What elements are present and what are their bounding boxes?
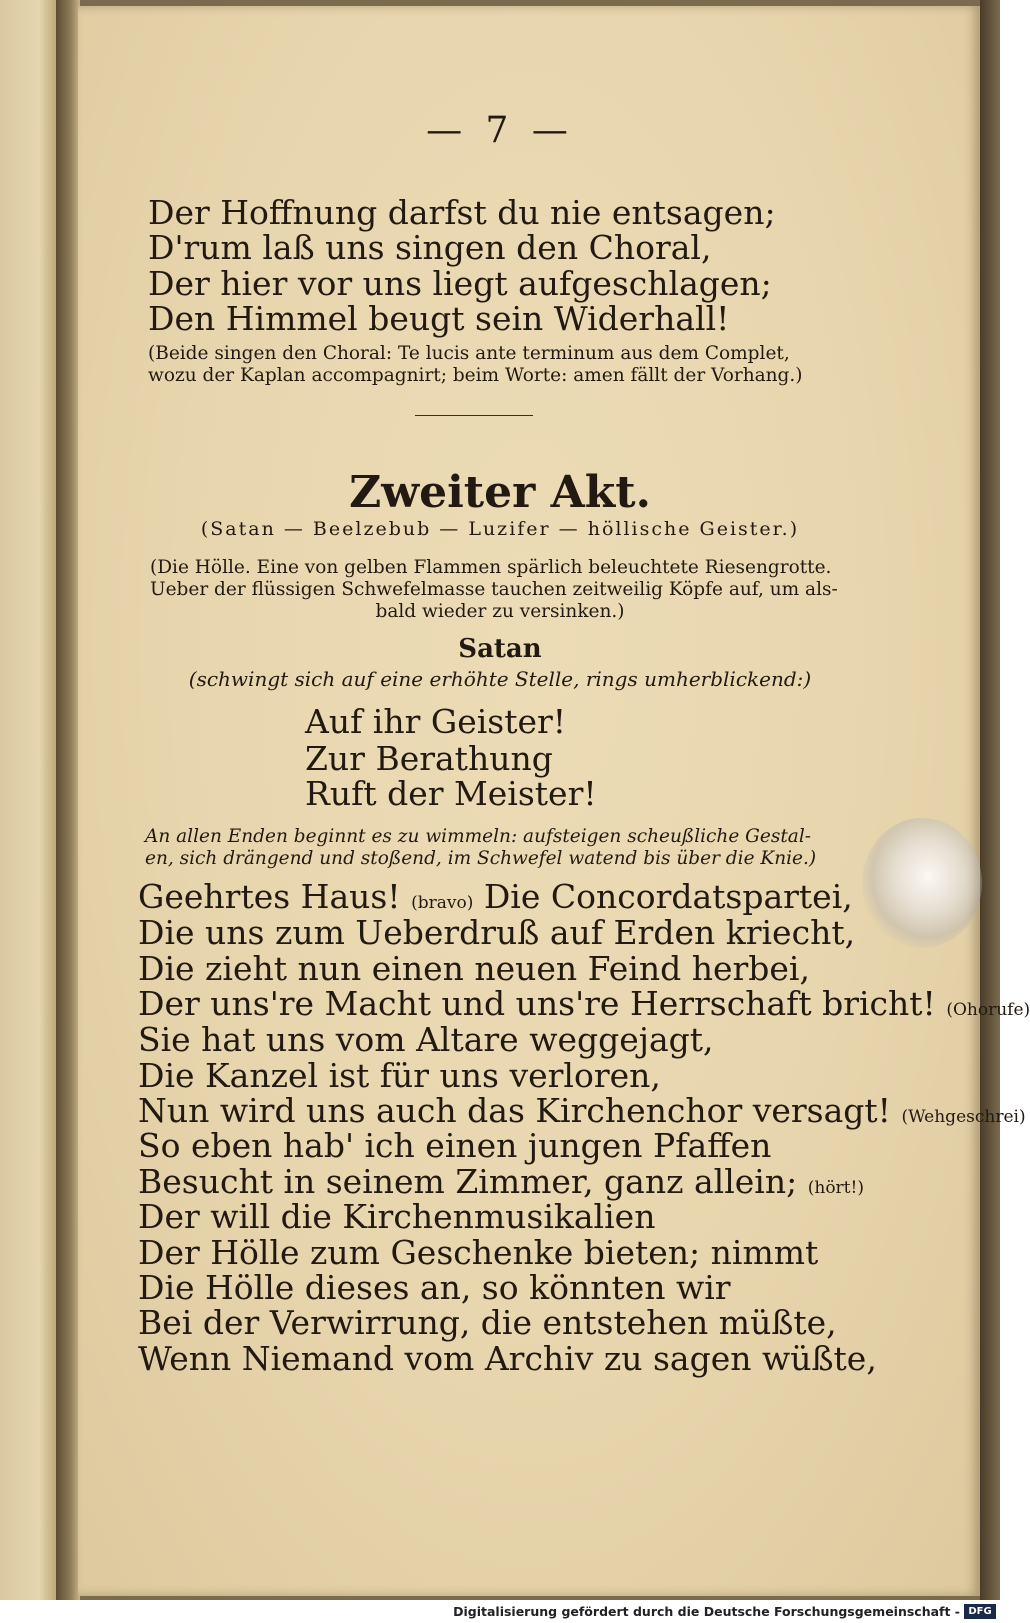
speech-line: Bei der Verwirrung, die entstehen müßte, — [138, 1303, 837, 1342]
dfg-logo: DFG — [964, 1604, 996, 1619]
speech-text: Die Concordatspartei, — [483, 877, 853, 916]
speech-line: So eben hab' ich einen jungen Pfaffen — [138, 1126, 772, 1165]
speech-line — [138, 984, 1030, 1023]
speech-line — [138, 877, 853, 916]
glass-weight-reflection — [862, 818, 982, 948]
speech-aside: (Ohorufe) — [946, 1000, 1030, 1020]
speech-line: Die uns zum Ueberdruß auf Erden kriecht, — [138, 913, 856, 952]
section-divider — [415, 415, 533, 416]
stage-direction: wozu der Kaplan accompagnirt; beim Worte: amen fällt der Vorhang.) — [148, 365, 803, 386]
setting-line: Ueber der flüssigen Schwefelmasse tauchen zeitweilig Köpfe auf, um als- — [150, 579, 838, 600]
speech-line: Die zieht nun einen neuen Feind herbei, — [138, 949, 810, 988]
verse-line: Der hier vor uns liegt aufgeschlagen; — [148, 264, 772, 303]
speech-line: Die Hölle dieses an, so könnten wir — [138, 1268, 731, 1307]
speaker-name: Satan — [458, 634, 542, 664]
digitization-footer — [0, 1600, 1000, 1623]
stage-direction: (Beide singen den Choral: Te lucis ante terminum aus dem Complet, — [148, 343, 790, 364]
stage-direction: An allen Enden beginnt es zu wimmeln: aufsteigen scheußliche Gestal- — [145, 826, 812, 847]
speech-text: Nun wird uns auch das Kirchenchor versagt! — [138, 1091, 891, 1130]
character-list: (Satan — Beelzebub — Luzifer — höllische Geister.) — [200, 518, 800, 540]
speech-text: Geehrtes Haus! — [138, 877, 401, 916]
verse-line: Den Himmel beugt sein Widerhall! — [148, 299, 730, 338]
speech-line — [138, 1162, 864, 1201]
speech-line — [138, 1091, 1026, 1130]
act-title: Zweiter Akt. — [349, 467, 651, 518]
speech-aside: (hört!) — [807, 1178, 864, 1198]
verse-line: D'rum laß uns singen den Choral, — [148, 228, 712, 267]
book-gutter — [56, 0, 80, 1600]
right-edge — [980, 0, 1000, 1600]
speech-line: Der will die Kirchenmusikalien — [138, 1197, 656, 1236]
verse-line: Der Hoffnung darfst du nie entsagen; — [148, 193, 776, 232]
setting-line: (Die Hölle. Eine von gelben Flammen spärlich beleuchtete Riesengrotte. — [150, 557, 832, 578]
call-line: Zur Berathung — [305, 739, 553, 778]
speech-line: Sie hat uns vom Altare weggejagt, — [138, 1020, 714, 1059]
speech-line: Die Kanzel ist für uns verloren, — [138, 1056, 661, 1095]
speech-aside: (bravo) — [411, 893, 474, 913]
footer-credit: Digitalisierung gefördert durch die Deutsche Forschungsgemeinschaft - — [453, 1604, 960, 1619]
call-line: Auf ihr Geister! — [305, 702, 567, 741]
page-number: — 7 — — [426, 110, 574, 151]
left-page-edge — [0, 0, 56, 1600]
call-line: Ruft der Meister! — [305, 774, 597, 813]
speech-line: Der Hölle zum Geschenke bieten; nimmt — [138, 1233, 819, 1272]
speech-aside: (Wehgeschrei) — [901, 1107, 1026, 1127]
speech-text: Besucht in seinem Zimmer, ganz allein; — [138, 1162, 798, 1201]
speech-line: Wenn Niemand vom Archiv zu sagen wüßte, — [138, 1339, 877, 1378]
setting-line: bald wieder zu versinken.) — [375, 601, 625, 622]
stage-direction: en, sich drängend und stoßend, im Schwefel watend bis über die Knie.) — [145, 848, 817, 869]
speaker-direction: (schwingt sich auf eine erhöhte Stelle, rings umherblickend:) — [188, 667, 812, 691]
speech-text: Der uns're Macht und uns're Herrschaft bricht! — [138, 984, 936, 1023]
